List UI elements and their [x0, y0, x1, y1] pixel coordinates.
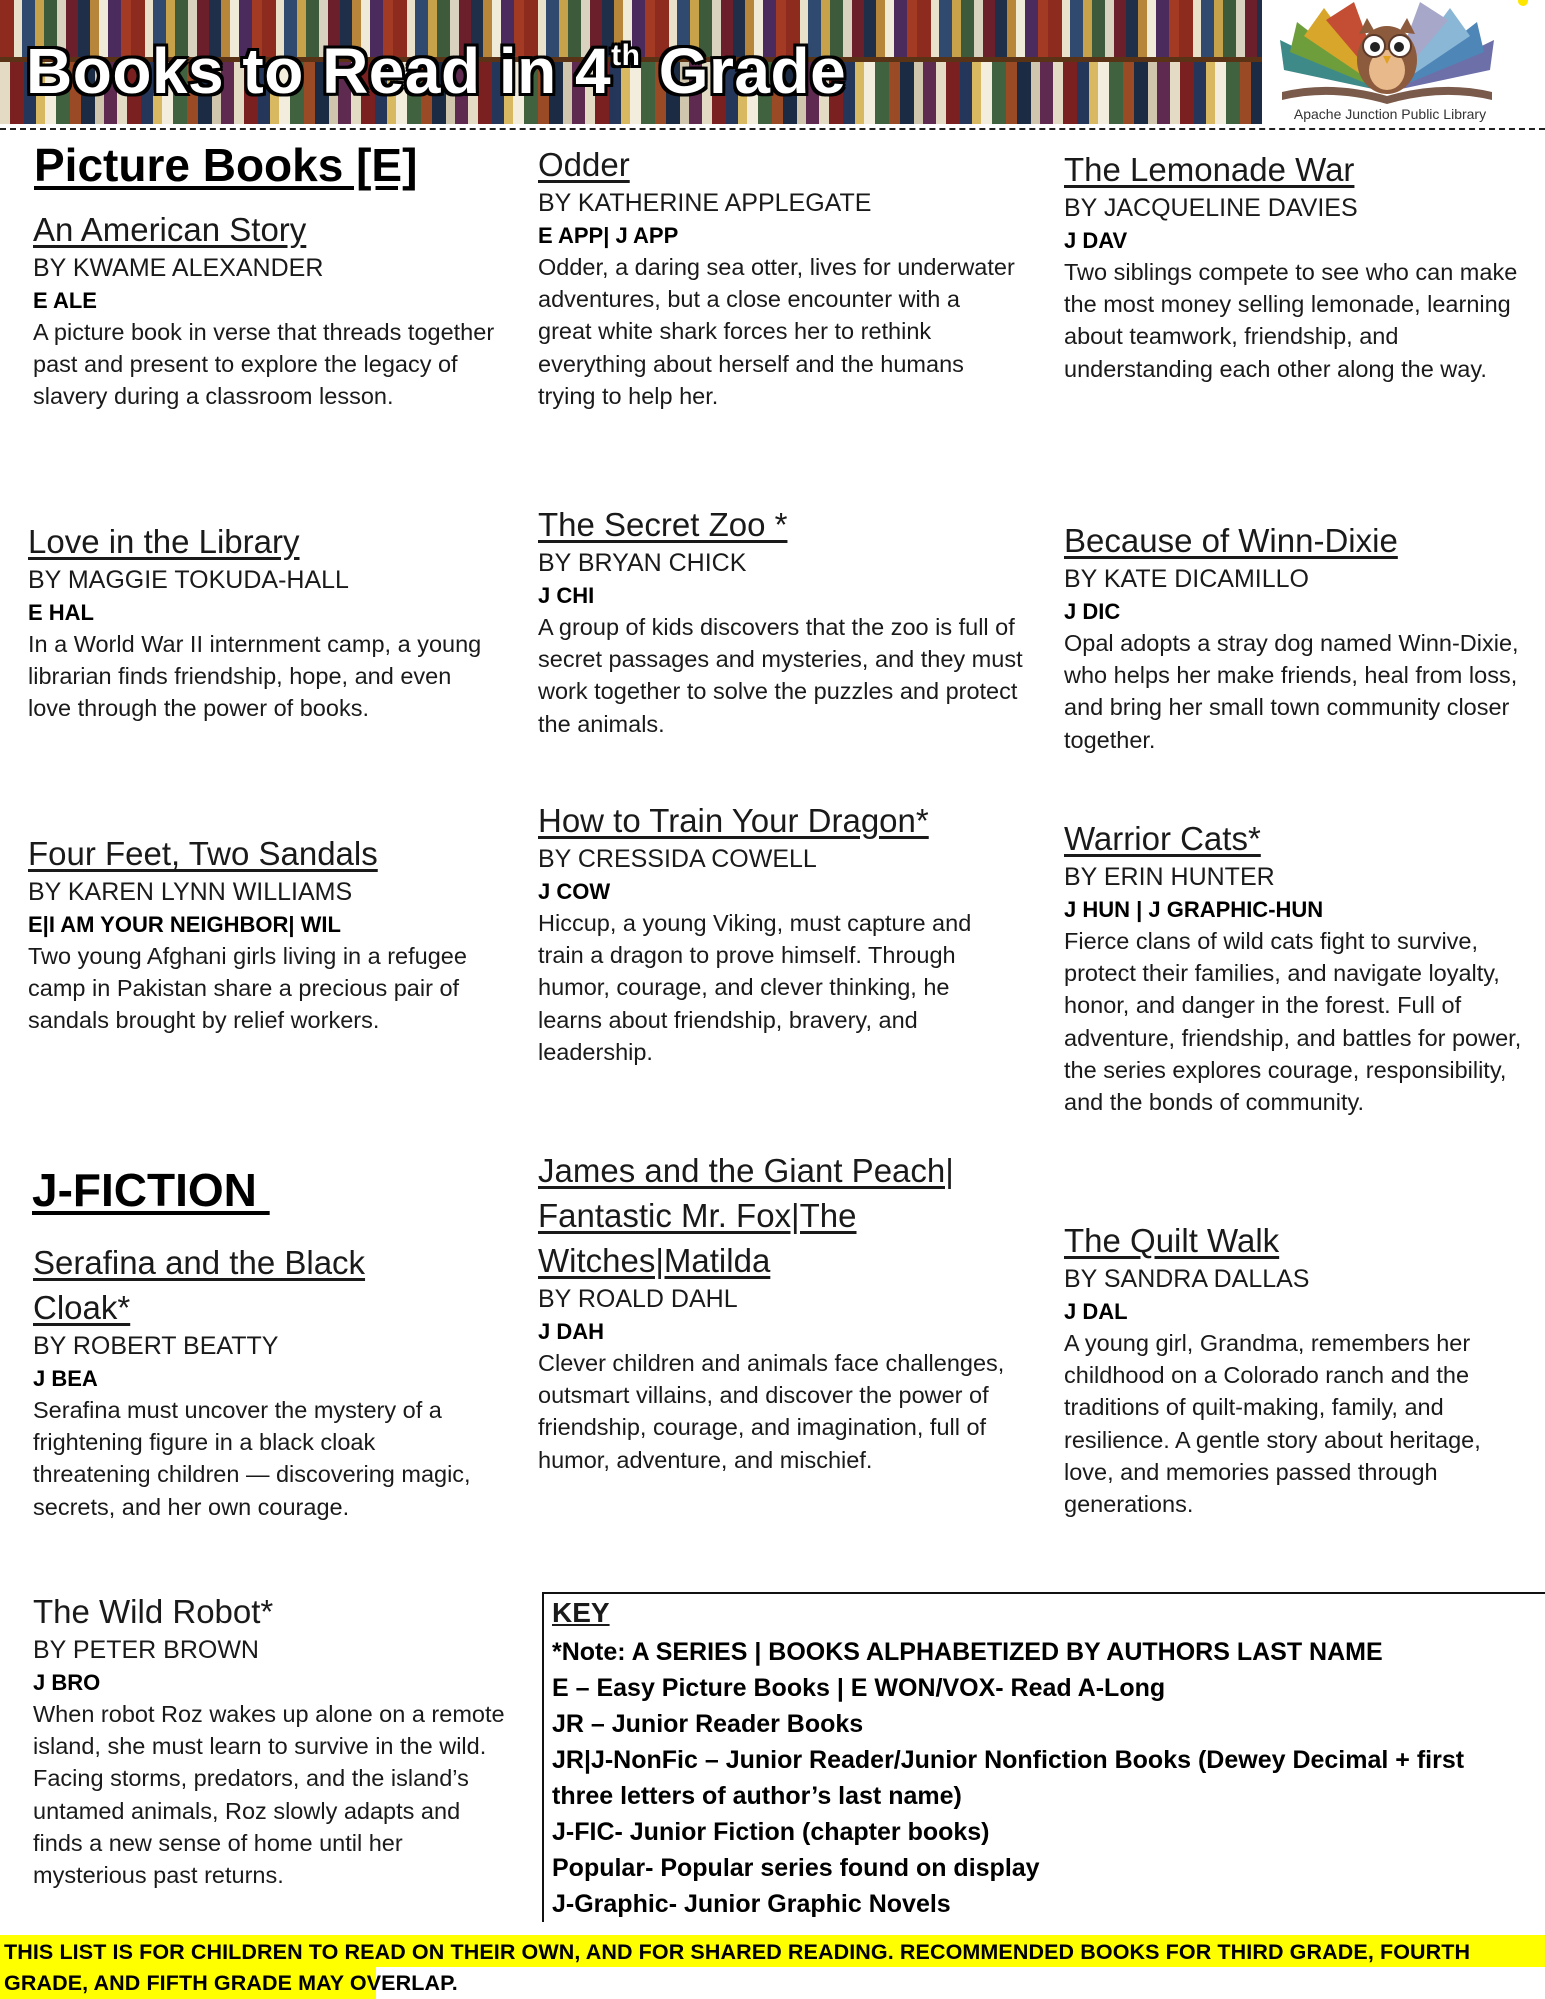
- book-title: Serafina and the Black Cloak*: [33, 1244, 366, 1326]
- book-description: When robot Roz wakes up alone on a remote island, she must learn to survive in the wild. Facing storms, predators, and the island’s untamed animals, Roz slowly adapts and finds a new sense of home until her mysterious past returns.: [33, 1701, 505, 1889]
- book-title: Warrior Cats*: [1064, 820, 1261, 857]
- book-author: BY SANDRA DALLAS: [1064, 1265, 1310, 1293]
- call-number: J CHI: [538, 583, 595, 608]
- book-entry: [28, 831, 498, 1037]
- call-number: J DIC: [1064, 599, 1121, 624]
- book-description: Clever children and animals face challenges, outsmart villains, and discover the power of friendship, courage, and imagination, full of humor, adventure, and mischief.: [538, 1350, 1005, 1473]
- key-line: JR – Junior Reader Books: [552, 1710, 864, 1738]
- key-legend: [542, 1592, 1545, 1922]
- book-entry: [538, 798, 1008, 1068]
- book-entry: [1064, 518, 1519, 756]
- book-title: How to Train Your Dragon*: [538, 802, 929, 839]
- book-description: A picture book in verse that threads together past and present to explore the legacy of slavery during a classroom lesson.: [33, 319, 495, 410]
- page-header: [0, 0, 1545, 128]
- call-number: J DAV: [1064, 228, 1128, 253]
- book-author: BY ROALD DAHL: [538, 1285, 738, 1313]
- book-author: BY KATE DICAMILLO: [1064, 565, 1309, 593]
- key-line: Popular- Popular series found on display: [552, 1854, 1040, 1882]
- library-logo: [1262, 0, 1512, 126]
- key-lines: [552, 1634, 1532, 1922]
- call-number: J DAL: [1064, 1299, 1128, 1324]
- book-title: Because of Winn-Dixie: [1064, 522, 1398, 559]
- book-description: Two siblings compete to see who can make the most money selling lemonade, learning about teamwork, friendship, and understanding each other along the way.: [1064, 259, 1518, 382]
- book-author: BY KAREN LYNN WILLIAMS: [28, 878, 353, 906]
- book-author: BY BRYAN CHICK: [538, 549, 747, 577]
- call-number: J BRO: [33, 1670, 101, 1695]
- footer-banner: [0, 1935, 1545, 1999]
- owl-book-logo-icon: [1262, 0, 1512, 106]
- book-title: Four Feet, Two Sandals: [28, 835, 378, 872]
- book-title: Odder: [538, 146, 630, 183]
- call-number: J BEA: [33, 1366, 98, 1391]
- key-heading: KEY: [552, 1597, 610, 1628]
- book-author: BY PETER BROWN: [33, 1636, 259, 1664]
- book-title: James and the Giant Peach| Fantastic Mr. Fox|The Witches|Matilda: [538, 1152, 954, 1279]
- book-author: BY JACQUELINE DAVIES: [1064, 194, 1358, 222]
- book-entry: [33, 1589, 508, 1891]
- book-entry: [28, 519, 498, 725]
- key-line: J-Graphic- Junior Graphic Novels: [552, 1890, 951, 1918]
- book-title: The Secret Zoo *: [538, 506, 788, 543]
- book-entry: [33, 1240, 483, 1523]
- book-description: Serafina must uncover the mystery of a frightening figure in a black cloak threatening children — discovering magic, secrets, and her own courage.: [33, 1397, 471, 1520]
- book-author: BY CRESSIDA COWELL: [538, 845, 817, 873]
- book-title: Love in the Library: [28, 523, 300, 560]
- key-line: *Note: A SERIES | BOOKS ALPHABETIZED BY AUTHORS LAST NAME: [552, 1638, 1383, 1666]
- call-number: J DAH: [538, 1319, 605, 1344]
- book-author: BY MAGGIE TOKUDA-HALL: [28, 566, 349, 594]
- footer-banner-text: THIS LIST IS FOR CHILDREN TO READ ON THEIR OWN, AND FOR SHARED READING. RECOMMENDED BOOKS FOR THIRD GRADE, FOURTH GRADE, AND FIFTH GRADE MAY OVERLAP.: [4, 1940, 1471, 1995]
- book-title: The Lemonade War: [1064, 151, 1355, 188]
- book-title: The Wild Robot*: [33, 1593, 274, 1630]
- call-number: E APP| J APP: [538, 223, 679, 248]
- book-description: In a World War II internment camp, a young librarian finds friendship, hope, and even love through the power of books.: [28, 631, 482, 722]
- key-line: E – Easy Picture Books | E WON/VOX- Read A-Long: [552, 1674, 1166, 1702]
- book-author: BY KATHERINE APPLEGATE: [538, 189, 872, 217]
- logo-caption: Apache Junction Public Library: [1293, 106, 1487, 122]
- book-entry: [33, 207, 503, 413]
- book-description: Fierce clans of wild cats fight to survive, protect their families, and navigate loyalty, honor, and danger in the forest. Full of adventure, friendship, and battles for power, the series explores courage, responsibility, and the bonds of community.: [1064, 928, 1522, 1116]
- section-heading-picture-books: Picture Books [E]: [34, 139, 418, 191]
- book-description: Opal adopts a stray dog named Winn-Dixie, who helps her make friends, heal from loss, and bring her small town community closer together.: [1064, 630, 1519, 753]
- call-number: E ALE: [33, 288, 97, 313]
- book-entry: [1064, 816, 1526, 1118]
- header-divider: [0, 128, 1545, 130]
- book-title: An American Story: [33, 211, 307, 248]
- book-entry: [1064, 147, 1519, 385]
- call-number: E|I AM YOUR NEIGHBOR| WIL: [28, 912, 341, 937]
- call-number: J HUN | J GRAPHIC-HUN: [1064, 897, 1324, 922]
- page-title: Books to Read in 4th Grade: [26, 35, 847, 107]
- call-number: E HAL: [28, 600, 94, 625]
- book-title: The Quilt Walk: [1064, 1222, 1280, 1259]
- book-entry: [538, 142, 1018, 412]
- book-description: Two young Afghani girls living in a refugee camp in Pakistan share a precious pair of sandals brought by relief workers.: [28, 943, 467, 1034]
- book-description: A young girl, Grandma, remembers her childhood on a Colorado ranch and the traditions of quilt-making, family, and resilience. A gentle story about heritage, love, and memories passed through generations.: [1064, 1330, 1481, 1518]
- call-number: J COW: [538, 879, 611, 904]
- key-line: JR|J-NonFic – Junior Reader/Junior Nonfiction Books (Dewey Decimal + first three letters of author’s last name): [552, 1746, 1465, 1810]
- book-description: Odder, a daring sea otter, lives for underwater adventures, but a close encounter with a great white shark forces her to rethink everything about herself and the humans trying to help her.: [538, 254, 1015, 409]
- book-entry: [538, 1148, 1028, 1476]
- book-description: A group of kids discovers that the zoo is full of secret passages and mysteries, and they must work together to solve the puzzles and protect the animals.: [538, 614, 1023, 737]
- key-line: J-FIC- Junior Fiction (chapter books): [552, 1818, 990, 1846]
- book-author: BY KWAME ALEXANDER: [33, 254, 324, 282]
- book-description: Hiccup, a young Viking, must capture and train a dragon to prove himself. Through humor, courage, and clever thinking, he learns about friendship, bravery, and leadership.: [538, 910, 972, 1065]
- book-entry: [1064, 1218, 1522, 1520]
- section-heading-j-fiction: J-FICTION: [32, 1164, 270, 1216]
- book-author: BY ROBERT BEATTY: [33, 1332, 279, 1360]
- book-entry: [538, 502, 1023, 740]
- corner-mark: [1518, 0, 1528, 6]
- book-author: BY ERIN HUNTER: [1064, 863, 1275, 891]
